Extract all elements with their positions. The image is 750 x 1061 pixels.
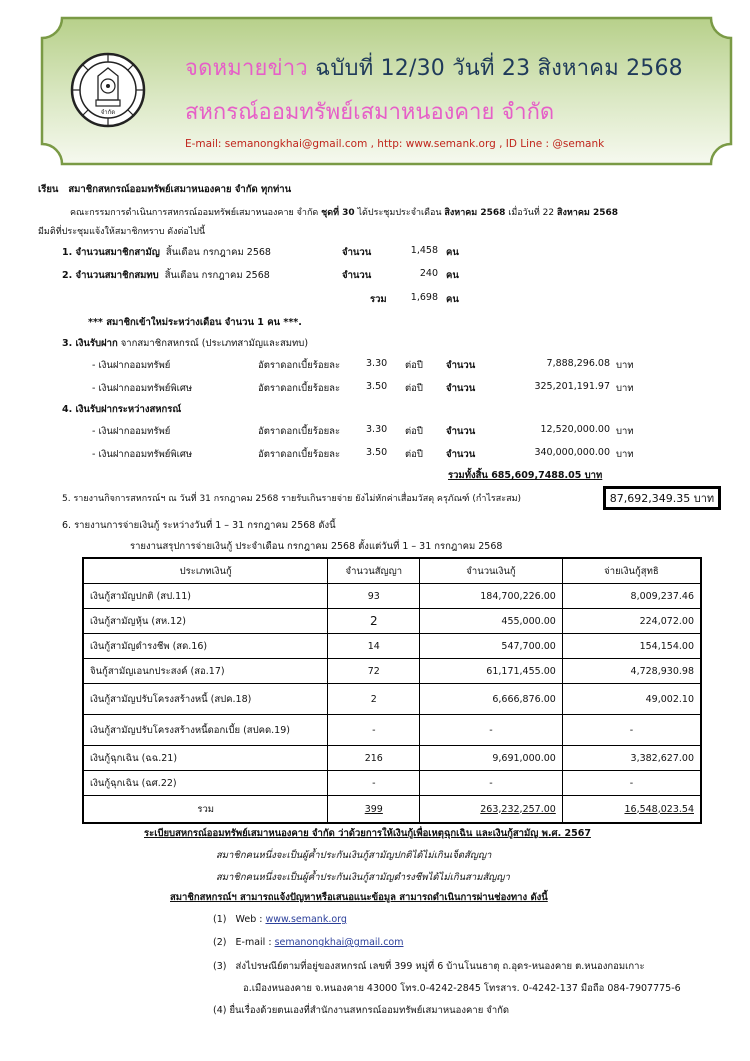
channel-walkin: (4) ยื่นเรื่องด้วยตนเองที่สำนักงานสหกรณ์ออมทรัพย์เสมาหนองคาย จำกัด <box>213 1005 510 1016</box>
rate-label: อัตราดอกเบี้ยร้อยละ <box>258 360 341 371</box>
net-disbursed: 49,002.10 <box>562 684 701 715</box>
loan-type: เงินกู้สามัญดำรงชีพ (สด.16) <box>83 634 328 659</box>
new-members-note: *** สมาชิกเข้าใหม่ระหว่างเดือน จำนวน 1 คน ***. <box>88 317 302 328</box>
table-row <box>83 771 701 796</box>
contract-count: 14 <box>328 634 420 659</box>
deposits-grand-total: รวมทั้งสิ้น 685,609,7488.05 บาท <box>448 470 603 481</box>
regulation-line: สมาชิกคนหนึ่งจะเป็นผู้ค้ำประกันเงินกู้สามัญดำรงชีพได้ไม่เกินสามสัญญา <box>216 872 510 883</box>
loan-amount: 455,000.00 <box>420 609 563 634</box>
newsletter-title <box>185 50 683 85</box>
deposits-members-heading <box>62 336 308 351</box>
intro-line2: มีมติที่ประชุมแจ้งให้สมาชิกทราบ ดังต่อไปนี้ <box>38 227 206 237</box>
member-total: 1,698 <box>410 292 438 303</box>
deposits-coops-heading: 4. เงินรับฝากระหว่างสหกรณ์ <box>62 404 182 415</box>
salutation <box>38 182 291 197</box>
table-total-row <box>83 796 701 824</box>
contract-count: 216 <box>328 746 420 771</box>
operations-report: 5. รายงานกิจการสหกรณ์ฯ ณ วันที่ 31 กรกฎาคม 2568 รายรับเกินรายจ่าย ยังไม่หักค่าเสื่อมวัสดุ ครุภัณฑ์ (กำไรสะสม) <box>62 494 522 504</box>
loan-amount: - <box>420 715 563 746</box>
member-count-label: จำนวน <box>342 247 372 258</box>
contract-count: 2 <box>328 684 420 715</box>
loans-subheading: รายงานสรุปการจ่ายเงินกู้ ประจำเดือน กรกฎาคม 2568 ตั้งแต่วันที่ 1 – 31 กรกฎาคม 2568 <box>130 541 503 552</box>
loan-amount: 184,700,226.00 <box>420 584 563 609</box>
interest-rate: 3.30 <box>366 424 388 435</box>
email-link[interactable]: semanongkhai@gmail.com <box>274 937 404 948</box>
intro-board-set: ชุดที่ 30 <box>321 208 355 218</box>
logo-bottom-text: จำกัด <box>100 109 116 116</box>
total-contracts: 399 <box>328 796 420 824</box>
column-header: จ่ายเงินกู้สุทธิ <box>562 558 701 584</box>
cooperative-logo <box>70 42 146 138</box>
interest-rate: 3.50 <box>366 447 388 458</box>
member-count-regular: 1,458 <box>410 245 438 256</box>
per-year: ต่อปี <box>405 426 423 437</box>
deposit-type: - เงินฝากออมทรัพย์พิเศษ <box>92 449 193 460</box>
net-disbursed: 3,382,627.00 <box>562 746 701 771</box>
intro-text: คณะกรรมการดำเนินการสหกรณ์ออมทรัพย์เสมาหนองคาย จำกัด <box>70 208 322 218</box>
member-item-associate <box>62 268 270 283</box>
loan-type: เงินกู้สามัญปรับโครงสร้างหนี้ดอกเบี้ย (สปคด.19) <box>83 715 328 746</box>
net-disbursed: 224,072.00 <box>562 609 701 634</box>
currency-unit: บาท <box>616 426 634 437</box>
intro-paragraph <box>70 205 618 219</box>
channel-number: (3) <box>213 961 227 972</box>
loan-amount: 6,666,876.00 <box>420 684 563 715</box>
rate-label: อัตราดอกเบี้ยร้อยละ <box>258 426 341 437</box>
contract-count: 93 <box>328 584 420 609</box>
website-link[interactable]: www.semank.org <box>265 914 347 925</box>
regulation-line: สมาชิกคนหนึ่งจะเป็นผู้ค้ำประกันเงินกู้สามัญปกติได้ไม่เกินเจ็ดสัญญา <box>216 850 492 861</box>
intro-meeting-month: สิงหาคม 2568 <box>444 208 506 218</box>
deposit-amount: 325,201,191.97 <box>534 381 610 392</box>
salutation-label: เรียน <box>38 184 59 195</box>
loan-type: เงินกู้สามัญปกติ (สป.11) <box>83 584 328 609</box>
deposit-type: - เงินฝากออมทรัพย์พิเศษ <box>92 383 193 394</box>
interest-rate: 3.50 <box>366 381 388 392</box>
currency-unit: บาท <box>616 449 634 460</box>
channel-number: (2) <box>213 937 227 948</box>
loan-amount: 547,700.00 <box>420 634 563 659</box>
table-header-row <box>83 558 701 584</box>
per-year: ต่อปี <box>405 360 423 371</box>
member-count-associate: 240 <box>419 268 438 279</box>
member-unit: คน <box>446 270 459 281</box>
member-period: สิ้นเดือน กรกฎาคม 2568 <box>165 247 271 258</box>
title-issue-date: ฉบับที่ 12/30 วันที่ 23 สิงหาคม 2568 <box>307 56 683 81</box>
member-count-label: จำนวน <box>342 270 372 281</box>
heading-bold: 3. เงินรับฝาก <box>62 338 118 349</box>
salutation-recipient: สมาชิกสหกรณ์ออมทรัพย์เสมาหนองคาย จำกัด ทุกท่าน <box>68 184 292 195</box>
amount-label: จำนวน <box>446 449 476 460</box>
member-label: 1. จำนวนสมาชิกสามัญ <box>62 247 160 258</box>
amount-label: จำนวน <box>446 383 476 394</box>
interest-rate: 3.30 <box>366 358 388 369</box>
column-header: จำนวนเงินกู้ <box>420 558 563 584</box>
amount-label: จำนวน <box>446 426 476 437</box>
contact-line: E-mail: semanongkhai@gmail.com , http: www.semank.org , ID Line : @semank <box>185 138 605 150</box>
loan-disbursement-table <box>82 557 702 824</box>
intro-text: ได้ประชุมประจำเดือน <box>354 208 445 218</box>
deposit-amount: 12,520,000.00 <box>540 424 610 435</box>
column-header: ประเภทเงินกู้ <box>83 558 328 584</box>
column-header: จำนวนสัญญา <box>328 558 420 584</box>
organization-name: สหกรณ์ออมทรัพย์เสมาหนองคาย จำกัด <box>185 100 555 125</box>
loan-type: เงินกู้ฉุกเฉิน (ฉฉ.21) <box>83 746 328 771</box>
accumulated-profit: 87,692,349.35 บาท <box>609 492 715 505</box>
table-row <box>83 684 701 715</box>
channel-label: Web : <box>235 914 266 925</box>
mail-address-line: อ.เมืองหนองคาย จ.หนองคาย 43000 โทร.0-4242-2845 โทรสาร. 0-4242-137 มือถือ 084-7907775-6 <box>243 983 681 994</box>
table-row <box>83 584 701 609</box>
total-net-disbursed: 16,548,023.54 <box>562 796 701 824</box>
channels-heading: สมาชิกสหกรณ์ฯ สามารถแจ้งปัญหาหรือเสนอแนะข้อมูล สามารถดำเนินการผ่านช่องทาง ดังนี้ <box>170 892 548 903</box>
amount-label: จำนวน <box>446 360 476 371</box>
currency-unit: บาท <box>616 360 634 371</box>
total-label: รวม <box>83 796 328 824</box>
loan-type: เงินกู้สามัญหุ้น (สห.12) <box>83 609 328 634</box>
loan-type: เงินกู้สามัญปรับโครงสร้างหนี้ (สปค.18) <box>83 684 328 715</box>
member-unit: คน <box>446 247 459 258</box>
table-row <box>83 659 701 684</box>
net-disbursed: - <box>562 771 701 796</box>
deposit-type: - เงินฝากออมทรัพย์ <box>92 360 171 371</box>
contract-count: 72 <box>328 659 420 684</box>
per-year: ต่อปี <box>405 383 423 394</box>
regulation-title: ระเบียบสหกรณ์ออมทรัพย์เสมาหนองคาย จำกัด ว่าด้วยการให้เงินกู้เพื่อเหตุฉุกเฉิน และเงินกู้สามัญ พ.ศ. 2567 <box>144 828 591 839</box>
deposit-amount: 340,000,000.00 <box>534 447 610 458</box>
member-total-label: รวม <box>370 294 387 305</box>
loans-heading: 6. รายงานการจ่ายเงินกู้ ระหว่างวันที่ 1 – 31 กรกฎาคม 2568 ดังนี้ <box>62 520 336 531</box>
mail-address-line: ส่งไปรษณีย์ตามที่อยู่ของสหกรณ์ เลขที่ 399 หมู่ที่ 6 บ้านโนนธาตุ ถ.อุดร-หนองคาย ต.หนองกอมเกาะ <box>235 961 645 972</box>
channel-number: (1) <box>213 914 227 925</box>
loan-type: เงินกู้ฉุกเฉิน (ฉศ.22) <box>83 771 328 796</box>
table-row <box>83 715 701 746</box>
table-row <box>83 746 701 771</box>
deposit-amount: 7,888,296.08 <box>546 358 610 369</box>
heading-rest: จากสมาชิกสหกรณ์ (ประเภทสามัญและสมทบ) <box>117 338 309 349</box>
loan-amount: - <box>420 771 563 796</box>
newsletter-banner <box>40 16 733 166</box>
loan-amount: 9,691,000.00 <box>420 746 563 771</box>
per-year: ต่อปี <box>405 449 423 460</box>
rate-label: อัตราดอกเบี้ยร้อยละ <box>258 383 341 394</box>
table-row <box>83 609 701 634</box>
table-row <box>83 634 701 659</box>
rate-label: อัตราดอกเบี้ยร้อยละ <box>258 449 341 460</box>
title-prefix: จดหมายข่าว <box>185 56 308 81</box>
member-period: สิ้นเดือน กรกฎาคม 2568 <box>164 270 270 281</box>
currency-unit: บาท <box>616 383 634 394</box>
loan-type: จินกู้สามัญเอนกประสงค์ (สอ.17) <box>83 659 328 684</box>
member-unit: คน <box>446 294 459 305</box>
contract-count: 2 <box>328 609 420 634</box>
total-loan-amount: 263,232,257.00 <box>420 796 563 824</box>
channel-web <box>213 914 347 925</box>
net-disbursed: - <box>562 715 701 746</box>
channel-email <box>213 937 404 948</box>
contract-count: - <box>328 771 420 796</box>
loan-amount: 61,171,455.00 <box>420 659 563 684</box>
net-disbursed: 154,154.00 <box>562 634 701 659</box>
channel-label: E-mail : <box>235 937 275 948</box>
member-label: 2. จำนวนสมาชิกสมทบ <box>62 270 159 281</box>
intro-text: เมื่อวันที่ 22 <box>505 208 557 218</box>
contract-count: - <box>328 715 420 746</box>
member-item-regular <box>62 245 271 260</box>
deposit-type: - เงินฝากออมทรัพย์ <box>92 426 171 437</box>
net-disbursed: 4,728,930.98 <box>562 659 701 684</box>
accumulated-profit-box <box>603 486 721 510</box>
intro-meeting-date: สิงหาคม 2568 <box>556 208 618 218</box>
channel-mail <box>213 959 645 974</box>
net-disbursed: 8,009,237.46 <box>562 584 701 609</box>
